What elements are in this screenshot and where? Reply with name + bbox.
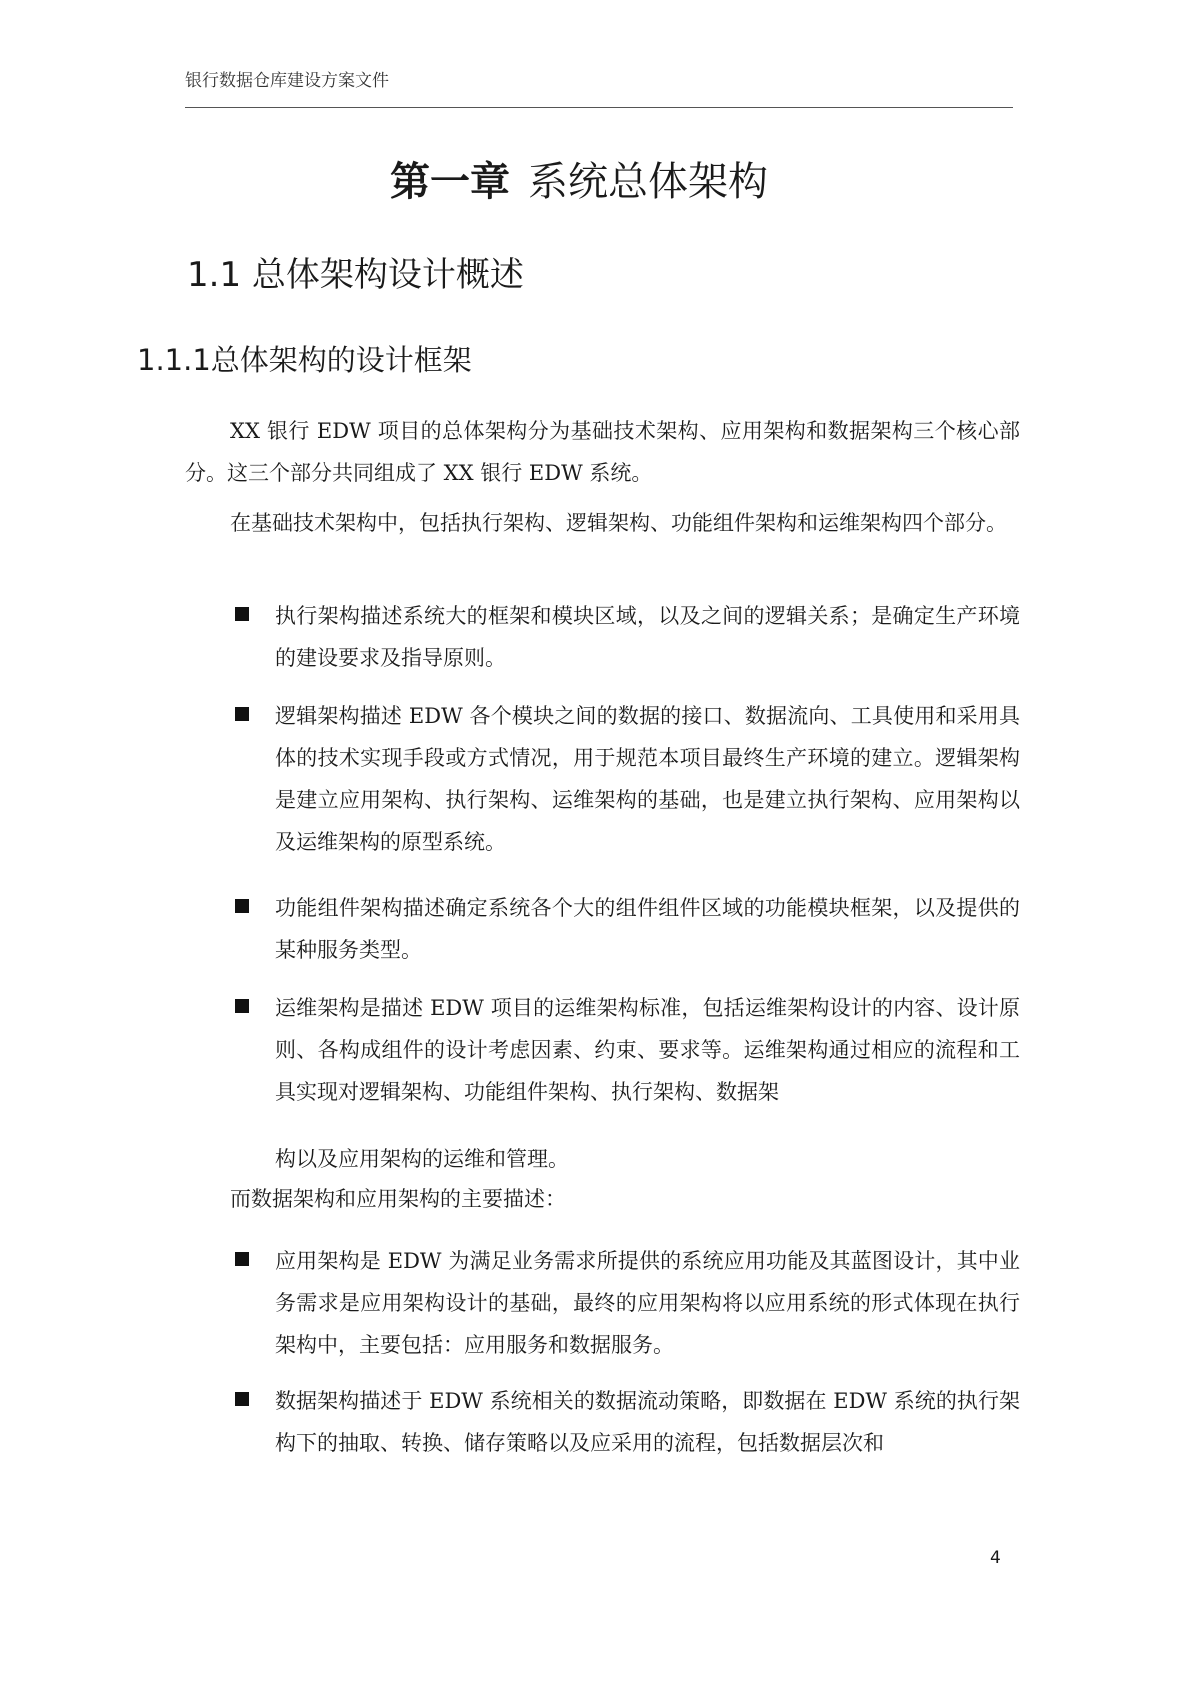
- list-item: [235, 595, 1020, 679]
- list-item-text: 运维架构是描述 EDW 项目的运维架构标准，包括运维架构设计的内容、设计原则、各构成组件的设计考虑因素、约束、要求等。运维架构通过相应的流程和工具实现对逻辑架构、功能组件架构、执行架构、数据架: [275, 996, 1020, 1104]
- chapter-title: [390, 152, 768, 212]
- chapter-number: 第一章: [390, 159, 510, 205]
- header-divider: [185, 107, 1013, 108]
- list-item-text: 功能组件架构描述确定系统各个大的组件组件区域的功能模块框架，以及提供的某种服务类型。: [275, 896, 1020, 962]
- intro-paragraph: XX 银行 EDW 项目的总体架构分为基础技术架构、应用架构和数据架构三个核心部分。这三个部分共同组成了 XX 银行 EDW 系统。: [185, 419, 1020, 485]
- square-bullet-icon: [235, 707, 249, 721]
- tech-architecture-paragraph: 在基础技术架构中，包括执行架构、逻辑架构、功能组件架构和运维架构四个部分。: [230, 511, 1007, 535]
- list-item-continuation: 构以及应用架构的运维和管理。: [275, 1147, 569, 1171]
- list-item: [235, 887, 1020, 971]
- section-heading: 1.1 总体架构设计概述: [187, 255, 524, 295]
- list-item-text: 应用架构是 EDW 为满足业务需求所提供的系统应用功能及其蓝图设计，其中业务需求是应用架构设计的基础，最终的应用架构将以应用系统的形式体现在执行架构中，主要包括：应用服务和数据服务。: [275, 1249, 1020, 1357]
- list-item: [235, 1240, 1020, 1366]
- page-header: 银行数据仓库建设方案文件: [185, 71, 389, 91]
- square-bullet-icon: [235, 999, 249, 1013]
- page-number: 4: [990, 1548, 1001, 1568]
- data-app-architecture-intro: 而数据架构和应用架构的主要描述：: [230, 1187, 566, 1211]
- square-bullet-icon: [235, 899, 249, 913]
- list-item: [235, 987, 1020, 1113]
- square-bullet-icon: [235, 1392, 249, 1406]
- list-item-text: 数据架构描述于 EDW 系统相关的数据流动策略，即数据在 EDW 系统的执行架构下的抽取、转换、储存策略以及应采用的流程，包括数据层次和: [275, 1389, 1020, 1455]
- list-item-text: 执行架构描述系统大的框架和模块区域，以及之间的逻辑关系；是确定生产环境的建设要求及指导原则。: [275, 604, 1020, 670]
- chapter-name: 系统总体架构: [528, 159, 768, 205]
- square-bullet-icon: [235, 1252, 249, 1266]
- list-item: [235, 1380, 1020, 1464]
- square-bullet-icon: [235, 607, 249, 621]
- list-item-text: 逻辑架构描述 EDW 各个模块之间的数据的接口、数据流向、工具使用和采用具体的技术实现手段或方式情况，用于规范本项目最终生产环境的建立。逻辑架构是建立应用架构、执行架构、运维架构的基础，也是建立执行架构、应用架构以及运维架构的原型系统。: [275, 704, 1020, 854]
- list-item: [235, 695, 1020, 863]
- subsection-heading: 1.1.1总体架构的设计框架: [137, 343, 472, 377]
